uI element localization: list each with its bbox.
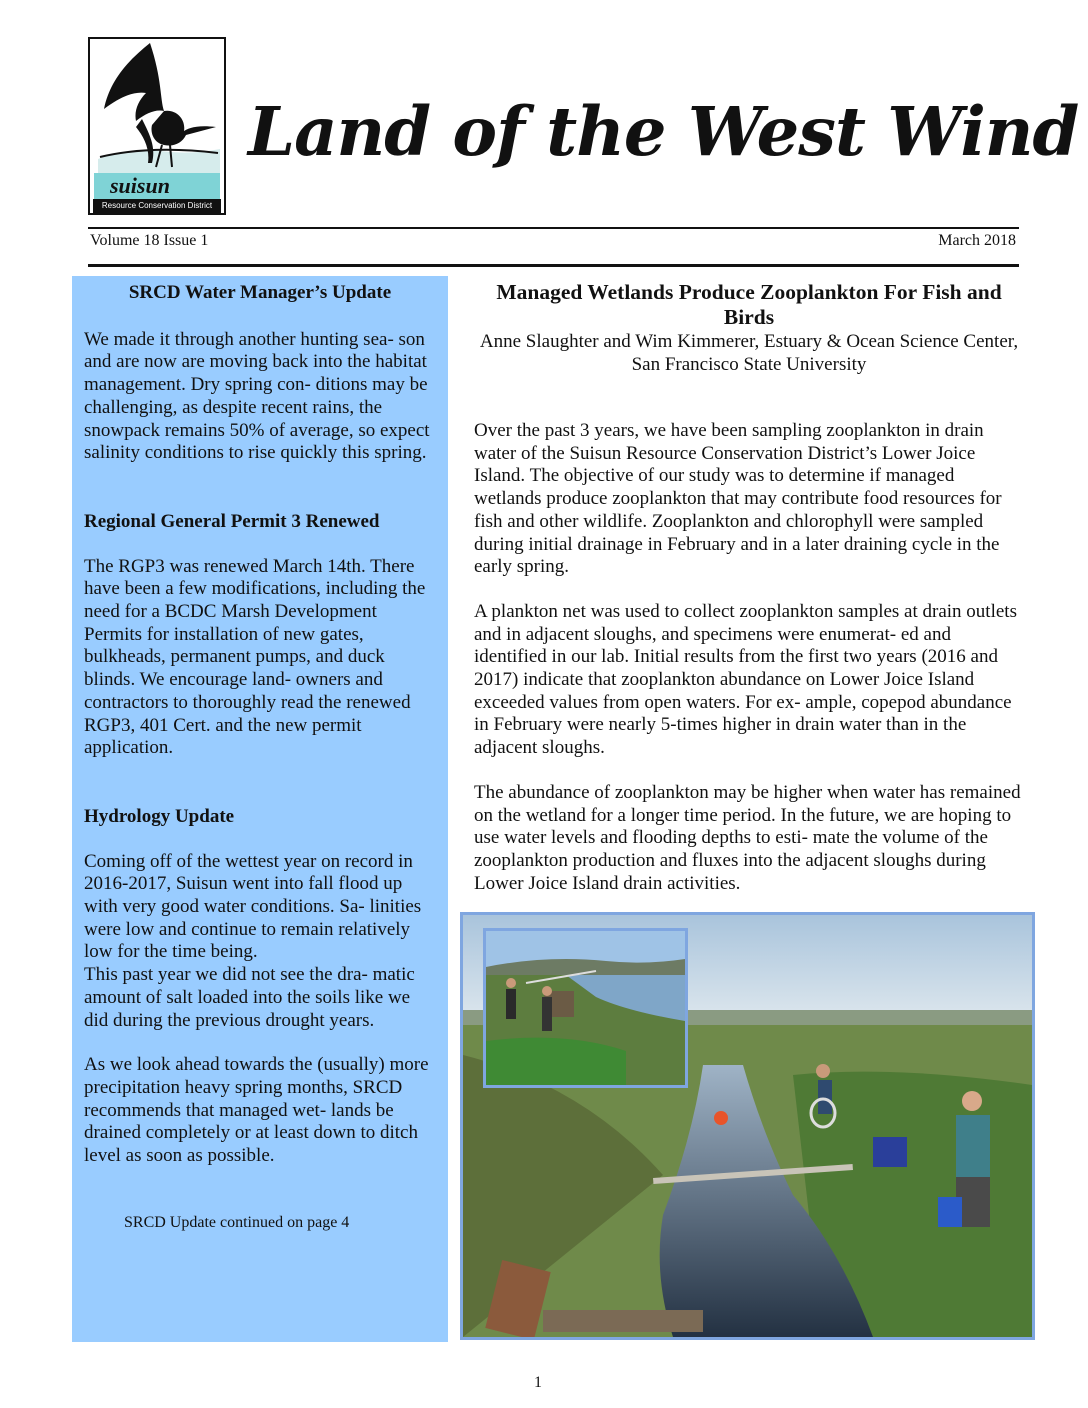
logo-wordmark: suisun <box>110 173 170 198</box>
sidebar-paragraph: This past year we did not see the dra- matic amount of salt loaded into the soils like we did during the previous drought years. <box>84 964 415 1031</box>
bottom-rule <box>88 264 1019 267</box>
heron-icon <box>90 39 224 173</box>
article-paragraph: The abundance of zooplankton may be higher when water has remained on the wetland for a longer time period. In the future, we are hoping to use water levels and flooding depths to esti- mate the volume of the zooplankton production and fluxes into the adjacent sloughs during Lower Joice Island drain activities. <box>474 781 1021 894</box>
sidebar-heading-rgp3: Regional General Permit 3 Renewed <box>84 510 380 532</box>
sidebar-paragraph: We made it through another hunting sea- son and are now are moving back into the habitat management. Dry spring con- ditions may be challenging, as despite recent rains, the snowpack remains 50% of average, so expect salinity conditions to rise quickly this spring. <box>84 328 430 464</box>
article-title: Managed Wetlands Produce Zooplankton For Fish and Birds <box>496 280 1002 329</box>
issue-date: March 2018 <box>938 232 1016 249</box>
page-number: 1 <box>534 1374 542 1391</box>
inset-photo-image <box>486 931 685 1085</box>
srcd-logo <box>88 37 226 215</box>
logo-subtitle: Resource Conservation District <box>93 199 221 213</box>
article-paragraph: A plankton net was used to collect zooplankton samples at drain outlets and in adjacent sloughs, and specimens were enumerat- ed and identified in our lab. Initial results from the first two years (2016 and 2017) indicate that zooplankton abundance on Lower Joice Island exceeded values from open waters. For ex- ample, copepod abundance in February were nearly 5-times higher in drain water than in the adjacent sloughs. <box>474 600 1017 759</box>
sidebar-title: SRCD Water Manager’s Update <box>128 282 392 303</box>
sidebar-paragraph: Coming off of the wettest year on record in 2016-2017, Suisun went into fall flood up with very good water conditions. Sa- linities were low and continue to remain relatively low for the time being. <box>84 850 422 963</box>
sidebar-heading-hydrology: Hydrology Update <box>84 805 235 827</box>
article-zooplankton <box>474 280 1024 895</box>
inset-sampling-photo <box>483 928 688 1088</box>
top-rule <box>88 227 1019 229</box>
sidebar-water-manager-update <box>72 276 448 1342</box>
sidebar-continued-note: SRCD Update continued on page 4 <box>124 1213 350 1231</box>
sidebar-paragraph: As we look ahead towards the (usually) more precipitation heavy spring months, SRCD recommends that managed wet- lands be drained completely or at least down to ditch level as soon as possible. <box>84 1054 429 1167</box>
newsletter-title: Land of the West Wind <box>248 92 1079 171</box>
article-paragraph: Over the past 3 years, we have been sampling zooplankton in drain water of the Suisun Resource Conservation District’s Lower Joice Island. The objective of our study was to determine if managed wetlands produce zooplankton that may contribute food resources for fish and other wildlife. Zooplankton and chlorophyll were sampled during initial drainage in February and in a later draining cycle in the early spring. <box>474 420 1002 578</box>
volume-issue: Volume 18 Issue 1 <box>90 232 209 249</box>
sidebar-paragraph: The RGP3 was renewed March 14th. There have been a few modifications, including the need for a BCDC Marsh Development Permits for installation of new gates, bulkheads, permanent pumps, and duck blinds. We encourage land- owners and contractors to thoroughly read the renewed RGP3, 401 Cert. and the new permit application. <box>84 555 426 759</box>
article-byline: Anne Slaughter and Wim Kimmerer, Estuary & Ocean Science Center, San Francisco State University <box>479 331 1019 375</box>
